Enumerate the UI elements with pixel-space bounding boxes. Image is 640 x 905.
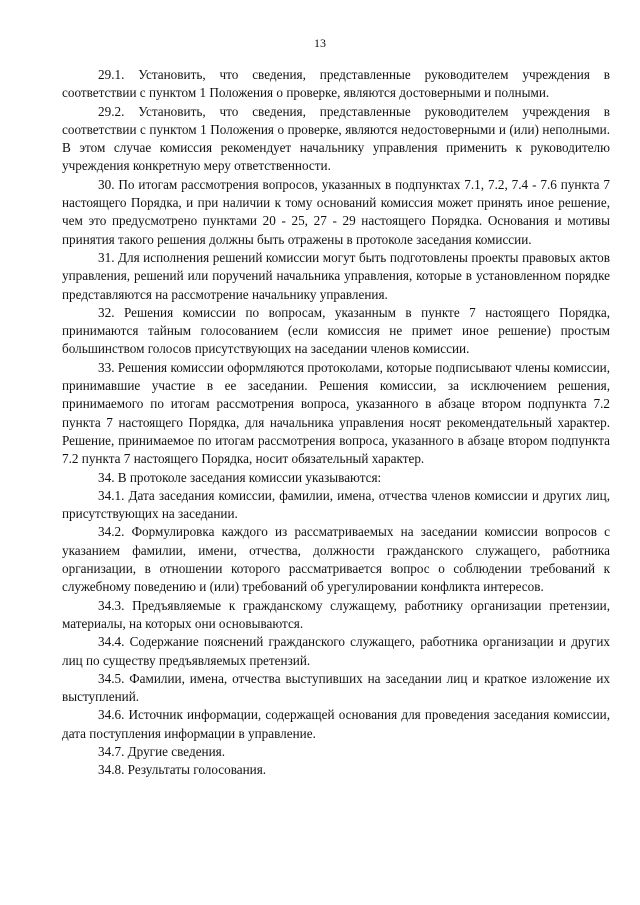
paragraph-30: 30. По итогам рассмотрения вопросов, указанных в подпунктах 7.1, 7.2, 7.4 - 7.6 пункта 7 настоящего Порядка, и при наличии к тому оснований комиссия может принять иное решение, чем это предусмотрено пунктами 20 - 25, 27 - 29 настоящего Порядка. Основания и мотивы принятия такого решения должны быть отражены в протоколе заседания комиссии.	[62, 176, 610, 247]
page-number: 13	[314, 36, 326, 50]
paragraph-34-8: 34.8. Результаты голосования.	[98, 762, 267, 778]
paragraph-33: 33. Решения комиссии оформляются протоколами, которые подписывают члены комиссии, принимавшие участие в ее заседании. Решения комиссии, за исключением решения, принимаемого по итогам рассмотрения вопроса, указанного в абзаце втором подпункта 7.2 пункта 7 настоящего Порядка, для начальника управления носят рекомендательный характер. Решение, принимаемое по итогам рассмотрения вопроса, указанного в абзаце втором подпункта 7.2 пункта 7 настоящего Порядка, носит обязательный характер.	[62, 359, 610, 467]
paragraph-29-1: 29.1. Установить, что сведения, представленные руководителем учреждения в соответствии с пунктом 1 Положения о проверке, являются достоверными и полными.	[62, 67, 610, 101]
paragraph-29-2: 29.2. Установить, что сведения, представленные руководителем учреждения в соответствии с пунктом 1 Положения о проверке, являются недостоверными и (или) неполными. В этом случае комиссия рекомендует начальнику управления применить к руководителю учреждения конкретную меру ответственности.	[62, 103, 610, 174]
paragraph-34-3: 34.3. Предъявляемые к гражданскому служащему, работнику организации претензии, материалы, на которых они основываются.	[62, 597, 610, 631]
paragraph-34-5: 34.5. Фамилии, имена, отчества выступивших на заседании лиц и краткое изложение их выступлений.	[62, 670, 610, 705]
paragraph-34-7: 34.7. Другие сведения.	[98, 743, 226, 759]
paragraph-34-1: 34.1. Дата заседания комиссии, фамилии, имена, отчества членов комиссии и других лиц, присутствующих на заседании.	[62, 487, 610, 522]
paragraph-32: 32. Решения комиссии по вопросам, указанным в пункте 7 настоящего Порядка, принимаются тайным голосованием (если комиссия не примет иное решение) простым большинством голосов присутствующих на заседании членов комиссии.	[62, 304, 610, 357]
document-body	[62, 66, 610, 780]
paragraph-34-2: 34.2. Формулировка каждого из рассматриваемых на заседании комиссии вопросов с указанием фамилии, имени, отчества, должности гражданского служащего, работника организации, в отношении которого рассматривается вопрос о соблюдении требований к служебному поведению и (или) требований об урегулировании конфликта интересов.	[62, 524, 610, 595]
paragraph-34: 34. В протоколе заседания комиссии указываются:	[98, 469, 382, 485]
paragraph-34-6: 34.6. Источник информации, содержащей основания для проведения заседания комиссии, дата поступления информации в управление.	[62, 707, 610, 741]
paragraph-31: 31. Для исполнения решений комиссии могут быть подготовлены проекты правовых актов управления, решений или поручений начальника управления, которые в установленном порядке представляются на рассмотрение начальнику управления.	[62, 249, 610, 302]
paragraph-34-4: 34.4. Содержание пояснений гражданского служащего, работника организации и других лиц по существу предъявляемых претензий.	[62, 634, 610, 668]
